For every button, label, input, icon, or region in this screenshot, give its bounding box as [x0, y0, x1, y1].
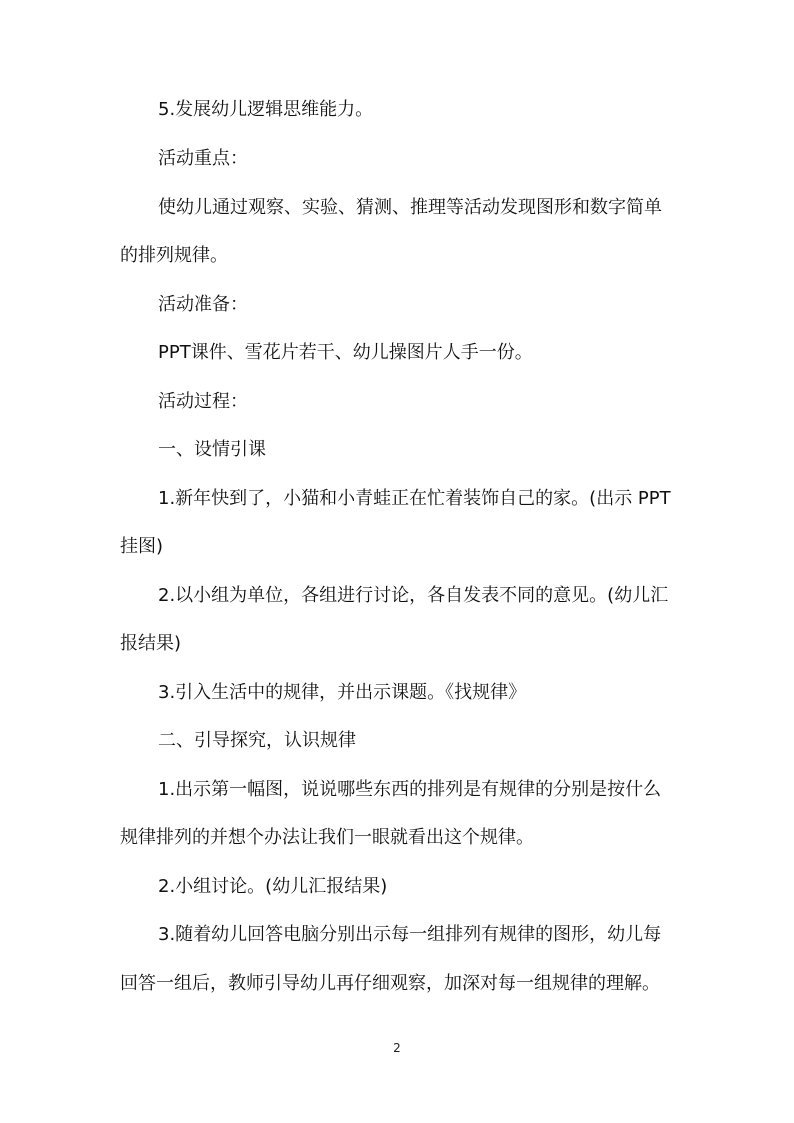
- step-1-2-line-2: 报结果): [120, 633, 182, 654]
- paragraph-key-points-line-2: 的排列规律。: [120, 245, 228, 266]
- step-1-2-line-1: 2.以小组为单位，各组进行讨论，各自发表不同的意见。(幼儿汇: [158, 585, 669, 606]
- step-1-3: 3.引入生活中的规律，并出示课题。《找规律》: [158, 682, 527, 703]
- step-2-2: 2.小组讨论。(幼儿汇报结果): [158, 876, 388, 897]
- step-2-1-line-1: 1.出示第一幅图，说说哪些东西的排列是有规律的分别是按什么: [158, 779, 662, 800]
- heading-process: 活动过程：: [158, 391, 248, 412]
- step-1-1-line-1: 1.新年快到了，小猫和小青蛙正在忙着装饰自己的家。(出示 PPT: [158, 488, 671, 509]
- section-heading-2: 二、引导探究，认识规律: [158, 730, 356, 751]
- step-2-1-line-2: 规律排列的并想个办法让我们一眼就看出这个规律。: [120, 827, 534, 848]
- paragraph-goal-5: 5.发展幼儿逻辑思维能力。: [158, 99, 374, 120]
- section-heading-1: 一、设情引课: [158, 439, 266, 460]
- page-number: 2: [393, 1041, 401, 1055]
- heading-preparation: 活动准备：: [158, 294, 248, 315]
- paragraph-key-points-line-1: 使幼儿通过观察、实验、猜测、推理等活动发现图形和数字简单: [158, 197, 662, 218]
- step-2-3-line-2: 回答一组后，教师引导幼儿再仔细观察，加深对每一组规律的理解。: [120, 973, 660, 994]
- step-1-1-line-2: 挂图): [120, 536, 164, 557]
- step-2-3-line-1: 3.随着幼儿回答电脑分别出示每一组排列有规律的图形，幼儿每: [158, 924, 662, 945]
- heading-key-points: 活动重点：: [158, 148, 248, 169]
- paragraph-preparation: PPT课件、雪花片若干、幼儿操图片人手一份。: [158, 342, 533, 363]
